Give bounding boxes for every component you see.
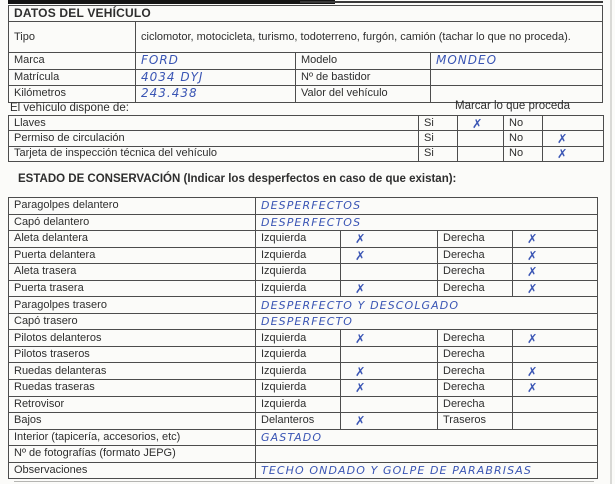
table-row bbox=[9, 22, 603, 53]
condition-label: Paragolpes trasero bbox=[9, 297, 256, 314]
side-label-derecha: Derecha bbox=[438, 363, 513, 380]
handwritten-kilometros-value: 243.438 bbox=[136, 86, 296, 103]
handwritten-note: GASTADO bbox=[256, 429, 598, 446]
feature-label-permiso: Permiso de circulación bbox=[9, 131, 419, 146]
handwritten-note: DESPERFECTO Y DESCOLGADO bbox=[256, 297, 598, 314]
handwritten-note: DESPERFECTOS bbox=[256, 214, 598, 231]
table-row bbox=[9, 116, 604, 131]
feature-label-tarjeta: Tarjeta de inspección técnica del vehículo bbox=[9, 146, 419, 161]
scan-artifact-bar bbox=[8, 0, 335, 4]
mark-cell-empty bbox=[458, 131, 504, 146]
table-row bbox=[9, 462, 598, 479]
handwritten-x-mark: ✗ bbox=[513, 380, 598, 397]
photos-cell-empty bbox=[256, 446, 598, 463]
table-row bbox=[9, 330, 598, 347]
handwritten-note: DESPERFECTOS bbox=[256, 198, 598, 215]
table-row bbox=[9, 146, 604, 161]
table-row bbox=[9, 280, 598, 297]
side-label-derecha: Derecha bbox=[438, 231, 513, 248]
table-row bbox=[9, 6, 603, 22]
handwritten-x-mark: ✗ bbox=[513, 363, 598, 380]
side-label-izquierda: Izquierda bbox=[256, 363, 341, 380]
table-row bbox=[9, 380, 598, 397]
side-label-derecha: Derecha bbox=[438, 396, 513, 413]
handwritten-x-mark: ✗ bbox=[458, 116, 504, 131]
side-label-derecha: Derecha bbox=[438, 330, 513, 347]
field-label-matricula: Matrícula bbox=[9, 69, 136, 86]
section-title-datos: DATOS DEL VEHÍCULO bbox=[9, 6, 603, 22]
table-row bbox=[9, 131, 604, 146]
condition-label: Capó delantero bbox=[9, 214, 256, 231]
table-row bbox=[9, 446, 598, 463]
mark-cell-empty bbox=[513, 396, 598, 413]
no-label: No bbox=[504, 131, 543, 146]
condition-label: Bajos bbox=[9, 413, 256, 430]
field-label-kilometros: Kilómetros bbox=[9, 86, 136, 103]
handwritten-observations: TECHO ONDADO Y GOLPE DE PARABRISAS bbox=[256, 462, 598, 479]
condition-label: Pilotos traseros bbox=[9, 346, 256, 363]
side-label-traseros: Traseros bbox=[438, 413, 513, 430]
no-label: No bbox=[504, 116, 543, 131]
table-row bbox=[9, 346, 598, 363]
condition-label: Observaciones bbox=[9, 462, 256, 479]
si-label: Si bbox=[419, 146, 458, 161]
side-label-delanteros: Delanteros bbox=[256, 413, 341, 430]
dispone-header bbox=[8, 102, 603, 115]
table-row bbox=[9, 264, 598, 281]
field-label-tipo: Tipo bbox=[9, 22, 136, 53]
page-edge-shadow bbox=[610, 0, 612, 484]
side-label-derecha: Derecha bbox=[438, 380, 513, 397]
handwritten-x-mark: ✗ bbox=[341, 380, 438, 397]
handwritten-x-mark: ✗ bbox=[513, 247, 598, 264]
condition-label: Puerta trasera bbox=[9, 280, 256, 297]
tipo-options-text: ciclomotor, motocicleta, turismo, todoterreno, furgón, camión (tachar lo que no proceda). bbox=[136, 22, 603, 53]
marcar-instruction-label: Marcar lo que proceda bbox=[455, 100, 571, 112]
table-row bbox=[9, 198, 598, 215]
handwritten-x-mark: ✗ bbox=[341, 280, 438, 297]
scan-artifact-line bbox=[300, 1, 603, 3]
mark-cell-empty bbox=[341, 346, 438, 363]
mark-cell-empty bbox=[341, 396, 438, 413]
condition-label: Retrovisor bbox=[9, 396, 256, 413]
table-row bbox=[9, 247, 598, 264]
side-label-izquierda: Izquierda bbox=[256, 346, 341, 363]
side-label-izquierda: Izquierda bbox=[256, 264, 341, 281]
section-title-estado: ESTADO DE CONSERVACIÓN (Indicar los desperfectos en caso de que existan): bbox=[18, 173, 457, 185]
condition-label: Capó trasero bbox=[9, 313, 256, 330]
condition-label: Nº de fotografías (formato JEPG) bbox=[9, 446, 256, 463]
condition-label: Ruedas traseras bbox=[9, 380, 256, 397]
condition-label: Aleta delantera bbox=[9, 231, 256, 248]
si-label: Si bbox=[419, 116, 458, 131]
field-label-valor: Valor del vehículo bbox=[296, 86, 431, 103]
condition-label: Interior (tapicería, accesorios, etc) bbox=[9, 429, 256, 446]
side-label-izquierda: Izquierda bbox=[256, 247, 341, 264]
mark-cell-empty bbox=[458, 146, 504, 161]
handwritten-x-mark: ✗ bbox=[341, 413, 438, 430]
handwritten-marca-value: FORD bbox=[136, 53, 296, 70]
table-row bbox=[9, 396, 598, 413]
condition-label: Puerta delantera bbox=[9, 247, 256, 264]
side-label-izquierda: Izquierda bbox=[256, 330, 341, 347]
side-label-derecha: Derecha bbox=[438, 264, 513, 281]
side-label-derecha: Derecha bbox=[438, 346, 513, 363]
no-label: No bbox=[504, 146, 543, 161]
side-label-derecha: Derecha bbox=[438, 247, 513, 264]
handwritten-x-mark: ✗ bbox=[513, 330, 598, 347]
handwritten-x-mark: ✗ bbox=[543, 131, 604, 146]
table-row bbox=[9, 363, 598, 380]
table-row bbox=[9, 69, 603, 86]
table-row bbox=[9, 313, 598, 330]
handwritten-x-mark: ✗ bbox=[513, 280, 598, 297]
mark-cell-empty bbox=[341, 264, 438, 281]
handwritten-x-mark: ✗ bbox=[341, 363, 438, 380]
side-label-izquierda: Izquierda bbox=[256, 396, 341, 413]
mark-cell-empty bbox=[543, 116, 604, 131]
field-label-bastidor: Nº de bastidor bbox=[296, 69, 431, 86]
bastidor-value-empty bbox=[431, 69, 603, 86]
side-label-izquierda: Izquierda bbox=[256, 380, 341, 397]
handwritten-x-mark: ✗ bbox=[513, 264, 598, 281]
table-row bbox=[9, 429, 598, 446]
table-row bbox=[9, 214, 598, 231]
condition-label: Paragolpes delantero bbox=[9, 198, 256, 215]
mark-cell-empty bbox=[513, 346, 598, 363]
side-label-izquierda: Izquierda bbox=[256, 280, 341, 297]
field-label-marca: Marca bbox=[9, 53, 136, 70]
condition-label: Pilotos delanteros bbox=[9, 330, 256, 347]
dispone-intro-label: El vehículo dispone de: bbox=[10, 102, 129, 114]
condition-label: Ruedas delanteras bbox=[9, 363, 256, 380]
condition-table bbox=[8, 197, 598, 479]
table-row bbox=[9, 413, 598, 430]
table-row bbox=[9, 297, 598, 314]
handwritten-matricula-value: 4034 DYJ bbox=[136, 69, 296, 86]
table-row bbox=[9, 53, 603, 70]
handwritten-modelo-value: MONDEO bbox=[431, 53, 603, 70]
side-label-derecha: Derecha bbox=[438, 280, 513, 297]
vehicle-features-table bbox=[8, 115, 604, 162]
scan-bottom-shadow bbox=[14, 481, 594, 482]
si-label: Si bbox=[419, 131, 458, 146]
field-label-modelo: Modelo bbox=[296, 53, 431, 70]
vehicle-data-table bbox=[8, 5, 603, 103]
handwritten-note: DESPERFECTO bbox=[256, 313, 598, 330]
handwritten-x-mark: ✗ bbox=[341, 247, 438, 264]
side-label-izquierda: Izquierda bbox=[256, 231, 341, 248]
handwritten-x-mark: ✗ bbox=[341, 231, 438, 248]
mark-cell-empty bbox=[513, 413, 598, 430]
handwritten-x-mark: ✗ bbox=[543, 146, 604, 161]
feature-label-llaves: Llaves bbox=[9, 116, 419, 131]
condition-label: Aleta trasera bbox=[9, 264, 256, 281]
table-row bbox=[9, 231, 598, 248]
handwritten-x-mark: ✗ bbox=[513, 231, 598, 248]
handwritten-x-mark: ✗ bbox=[341, 330, 438, 347]
